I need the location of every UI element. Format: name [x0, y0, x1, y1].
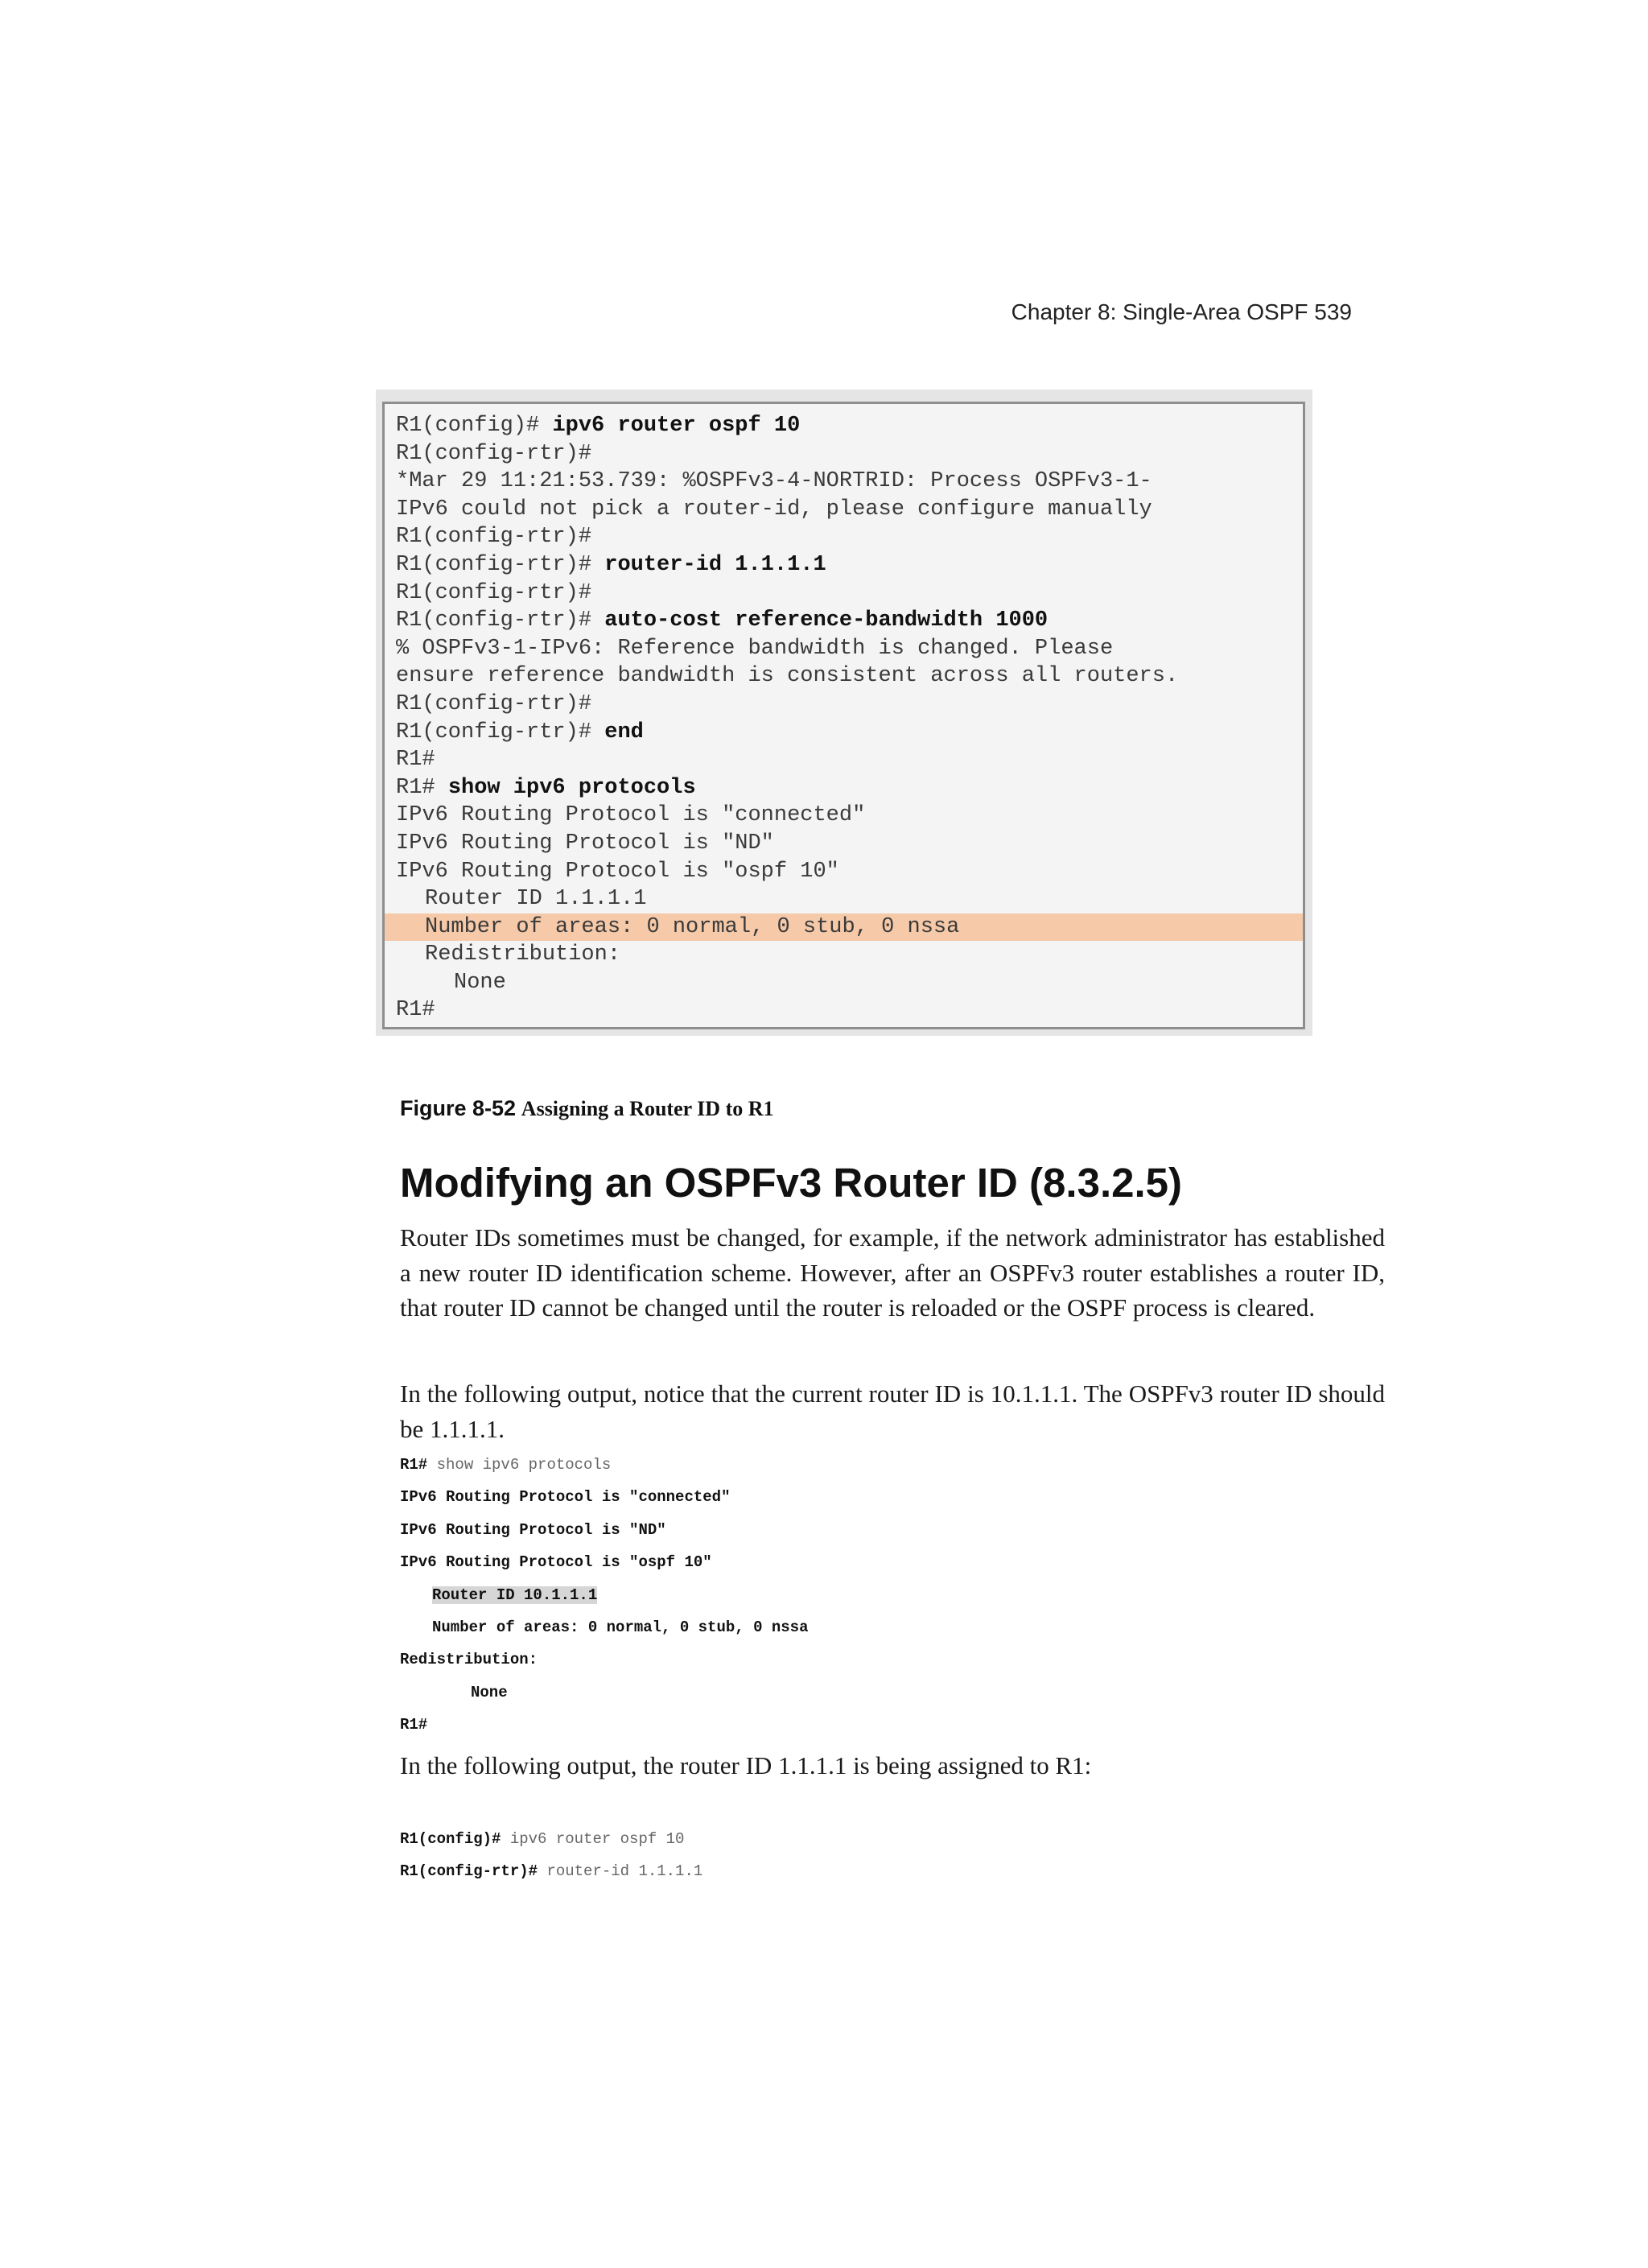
terminal-line: ensure reference bandwidth is consistent across all routers. [396, 664, 1179, 689]
code-line: IPv6 Routing Protocol is "connected" [400, 1488, 731, 1507]
terminal-line: R1(config-rtr)# [396, 525, 592, 550]
terminal-line-highlighted: Number of areas: 0 normal, 0 stub, 0 nssa [385, 913, 1303, 942]
terminal-line: R1(config)# ipv6 router ospf 10 [396, 414, 801, 438]
figure-number: Figure 8-52 [400, 1096, 517, 1120]
section-heading: Modifying an OSPFv3 Router ID (8.3.2.5) [400, 1160, 1182, 1206]
code-line: None [471, 1683, 508, 1701]
terminal-line: IPv6 could not pick a router-id, please configure manually [396, 497, 1152, 522]
body-paragraph: Router IDs sometimes must be changed, for example, if the network administrator has established a new router ID identification scheme. However, after an OSPFv3 router establishes a router ID, that router ID cannot be changed until the router is reloaded or the OSPF process is cleared. [400, 1223, 1385, 1322]
code-line: IPv6 Routing Protocol is "ospf 10" [400, 1553, 712, 1572]
terminal-screenshot [382, 402, 1305, 1029]
figure-caption-text: Assigning a Router ID to R1 [521, 1097, 774, 1120]
terminal-line: R1(config-rtr)# auto-cost reference-bandwidth 1000 [396, 608, 1049, 633]
terminal-line: IPv6 Routing Protocol is "connected" [396, 803, 866, 828]
terminal-line: *Mar 29 11:21:53.739: %OSPFv3-4-NORTRID: Process OSPFv3-1- [396, 469, 1152, 494]
terminal-line: R1# [396, 998, 435, 1023]
terminal-line: % OSPFv3-1-IPv6: Reference bandwidth is changed. Please [396, 636, 1114, 661]
terminal-line: IPv6 Routing Protocol is "ND" [396, 831, 774, 856]
code-line: Number of areas: 0 normal, 0 stub, 0 nssa [432, 1618, 809, 1636]
terminal-line: Router ID 1.1.1.1 [425, 887, 647, 912]
terminal-line: R1# show ipv6 protocols [396, 775, 696, 800]
terminal-line: R1(config-rtr)# [396, 580, 592, 605]
code-line: R1(config-rtr)# router-id 1.1.1.1 [400, 1862, 703, 1881]
terminal-line: R1(config-rtr)# end [396, 720, 644, 744]
terminal-line: None [454, 970, 506, 995]
code-listing-show-protocols [400, 1449, 808, 1742]
body-paragraph: In the following output, notice that the current router ID is 10.1.1.1. The OSPFv3 router ID should be 1.1.1.1. [400, 1379, 1385, 1443]
terminal-line: R1(config-rtr)# router-id 1.1.1.1 [396, 552, 826, 577]
code-line: R1# show ipv6 protocols [400, 1456, 612, 1474]
terminal-line: IPv6 Routing Protocol is "ospf 10" [396, 859, 839, 884]
code-line: IPv6 Routing Protocol is "ND" [400, 1520, 666, 1539]
terminal-line: R1(config-rtr)# [396, 691, 592, 716]
code-line: R1# [400, 1716, 428, 1734]
body-paragraph: In the following output, the router ID 1.1.1.1 is being assigned to R1: [400, 1751, 1092, 1779]
terminal-line: Redistribution: [425, 942, 621, 967]
code-line-highlighted: Router ID 10.1.1.1 [432, 1586, 598, 1604]
terminal-line: R1# [396, 748, 435, 773]
running-head: Chapter 8: Single-Area OSPF 539 [1011, 299, 1352, 324]
code-listing-router-id [400, 1823, 702, 1888]
code-line: R1(config)# ipv6 router ospf 10 [400, 1830, 685, 1848]
terminal-line: R1(config-rtr)# [396, 441, 592, 466]
figure-caption [400, 1096, 774, 1121]
code-line: Redistribution: [400, 1651, 538, 1669]
